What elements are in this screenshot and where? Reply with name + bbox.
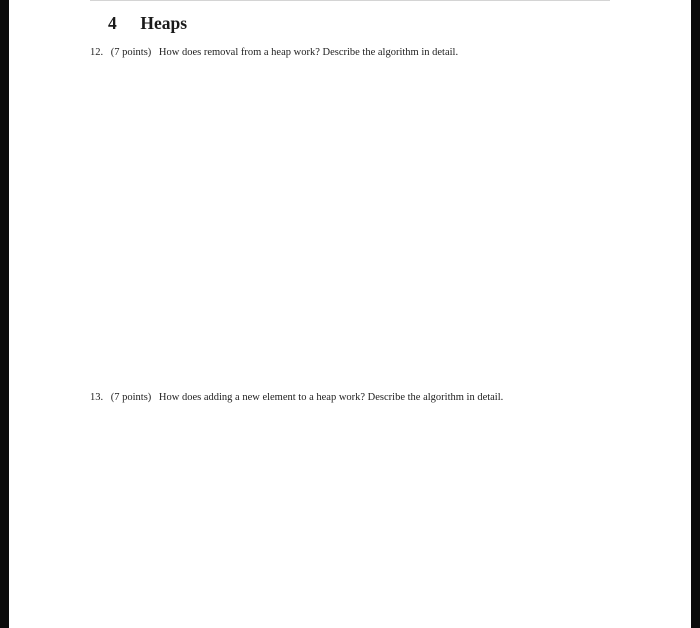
question-text: How does removal from a heap work? Describe the algorithm in detail.	[158, 47, 459, 58]
question-number: 12.	[90, 47, 104, 58]
question-points: (7 points)	[110, 392, 152, 403]
question-13	[90, 391, 503, 405]
question-text: How does adding a new element to a heap work? Describe the algorithm in detail.	[158, 392, 504, 403]
viewer-left-edge	[0, 0, 9, 628]
viewer-right-edge	[691, 0, 700, 628]
question-points: (7 points)	[110, 47, 152, 58]
question-12	[90, 46, 458, 60]
section-number: 4	[108, 13, 117, 33]
page-top-divider	[90, 0, 610, 1]
question-number: 13.	[90, 392, 104, 403]
section-title: Heaps	[140, 13, 188, 33]
section-heading	[108, 12, 187, 34]
document-page	[9, 0, 691, 628]
